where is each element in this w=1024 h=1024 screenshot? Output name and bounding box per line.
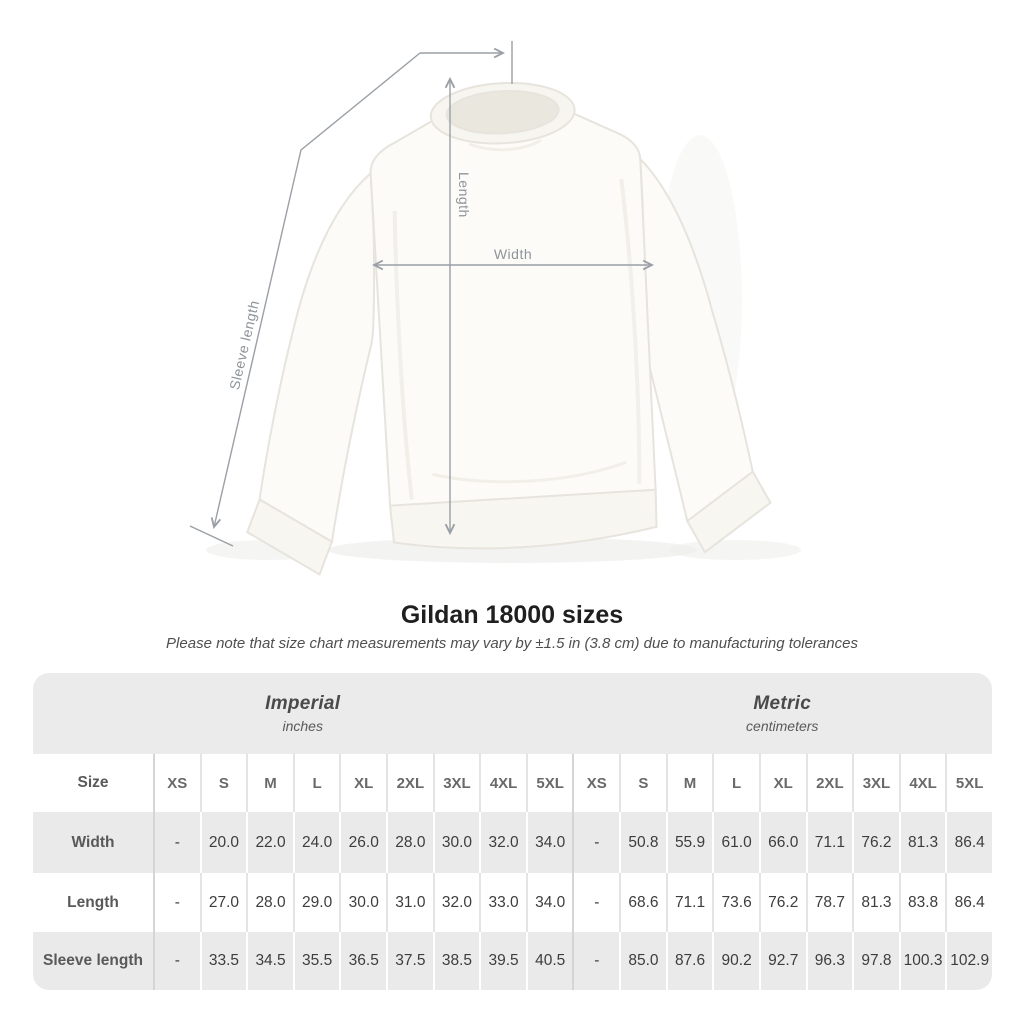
width-imperial-4xl: 32.0 (479, 812, 526, 873)
size-header-metric-l: L (712, 754, 759, 812)
width-metric-xs: - (572, 812, 619, 873)
width-metric-4xl: 81.3 (899, 812, 946, 873)
sleeve-length-imperial-m: 34.5 (246, 932, 293, 990)
size-header-metric-s: S (619, 754, 666, 812)
size-column-header: Size (33, 754, 153, 812)
imperial-section-header (33, 673, 572, 754)
sleeve-length-metric-5xl: 102.9 (945, 932, 992, 990)
sleeve-length-metric-l: 90.2 (712, 932, 759, 990)
width-imperial-2xl: 28.0 (386, 812, 433, 873)
row-label-length: Length (33, 873, 153, 932)
length-imperial-5xl: 34.0 (526, 873, 573, 932)
width-imperial-5xl: 34.0 (526, 812, 573, 873)
sleeve-length-imperial-xl: 36.5 (339, 932, 386, 990)
length-imperial-s: 27.0 (200, 873, 247, 932)
width-imperial-s: 20.0 (200, 812, 247, 873)
tolerance-note: Please note that size chart measurements may vary by ±1.5 in (3.8 cm) due to manufacturing tolerances (166, 635, 858, 652)
width-label: Width (493, 246, 533, 262)
sleeve-length-metric-2xl: 96.3 (806, 932, 853, 990)
size-header-metric-4xl: 4XL (899, 754, 946, 812)
cuff-tick (190, 526, 233, 546)
sleeve-length-imperial-l: 35.5 (293, 932, 340, 990)
width-metric-m: 55.9 (666, 812, 713, 873)
size-header-imperial-3xl: 3XL (433, 754, 480, 812)
length-imperial-2xl: 31.0 (386, 873, 433, 932)
metric-unit: centimeters (746, 718, 819, 734)
left-sleeve (243, 173, 390, 545)
width-imperial-xs: - (153, 812, 200, 873)
length-metric-5xl: 86.4 (945, 873, 992, 932)
size-header-metric-2xl: 2XL (806, 754, 853, 812)
length-metric-xs: - (572, 873, 619, 932)
length-imperial-l: 29.0 (293, 873, 340, 932)
size-header-imperial-m: M (246, 754, 293, 812)
size-header-imperial-xs: XS (153, 754, 200, 812)
length-imperial-xl: 30.0 (339, 873, 386, 932)
length-imperial-4xl: 33.0 (479, 873, 526, 932)
row-label-width: Width (33, 812, 153, 873)
sleeve-length-imperial-3xl: 38.5 (433, 932, 480, 990)
width-metric-xl: 66.0 (759, 812, 806, 873)
width-imperial-m: 22.0 (246, 812, 293, 873)
sleeve-length-metric-4xl: 100.3 (899, 932, 946, 990)
length-metric-s: 68.6 (619, 873, 666, 932)
size-header-metric-3xl: 3XL (852, 754, 899, 812)
size-header-imperial-4xl: 4XL (479, 754, 526, 812)
sleeve-length-metric-3xl: 97.8 (852, 932, 899, 990)
width-metric-5xl: 86.4 (945, 812, 992, 873)
size-header-imperial-5xl: 5XL (526, 754, 573, 812)
metric-section-header (572, 673, 992, 754)
width-metric-2xl: 71.1 (806, 812, 853, 873)
width-imperial-l: 24.0 (293, 812, 340, 873)
width-imperial-3xl: 30.0 (433, 812, 480, 873)
width-imperial-xl: 26.0 (339, 812, 386, 873)
size-table (33, 673, 992, 990)
sleeve-length-metric-m: 87.6 (666, 932, 713, 990)
length-metric-2xl: 78.7 (806, 873, 853, 932)
size-header-metric-xs: XS (572, 754, 619, 812)
sleeve-length-metric-xs: - (572, 932, 619, 990)
length-metric-l: 73.6 (712, 873, 759, 932)
length-metric-3xl: 81.3 (852, 873, 899, 932)
length-label: Length (456, 172, 472, 218)
imperial-title: Imperial (265, 693, 341, 714)
length-imperial-xs: - (153, 873, 200, 932)
length-metric-4xl: 83.8 (899, 873, 946, 932)
length-imperial-m: 28.0 (246, 873, 293, 932)
sleeve-length-imperial-2xl: 37.5 (386, 932, 433, 990)
size-header-imperial-l: L (293, 754, 340, 812)
width-metric-s: 50.8 (619, 812, 666, 873)
sleeve-length-imperial-4xl: 39.5 (479, 932, 526, 990)
length-metric-xl: 76.2 (759, 873, 806, 932)
length-imperial-3xl: 32.0 (433, 873, 480, 932)
size-header-imperial-2xl: 2XL (386, 754, 433, 812)
sleeve-length-imperial-xs: - (153, 932, 200, 990)
page-title: Gildan 18000 sizes (400, 601, 624, 629)
sleeve-length-imperial-5xl: 40.5 (526, 932, 573, 990)
row-label-sleeve-length: Sleeve length (33, 932, 153, 990)
metric-title: Metric (753, 693, 812, 714)
length-metric-m: 71.1 (666, 873, 713, 932)
sleeve-length-metric-s: 85.0 (619, 932, 666, 990)
size-header-imperial-xl: XL (339, 754, 386, 812)
size-header-imperial-s: S (200, 754, 247, 812)
size-header-metric-m: M (666, 754, 713, 812)
sleeve-length-label: Sleeve length (226, 298, 263, 392)
size-header-metric-5xl: 5XL (945, 754, 992, 812)
imperial-unit: inches (282, 718, 323, 734)
sleeve-length-imperial-s: 33.5 (200, 932, 247, 990)
width-metric-3xl: 76.2 (852, 812, 899, 873)
width-metric-l: 61.0 (712, 812, 759, 873)
size-header-metric-xl: XL (759, 754, 806, 812)
sleeve-length-metric-xl: 92.7 (759, 932, 806, 990)
